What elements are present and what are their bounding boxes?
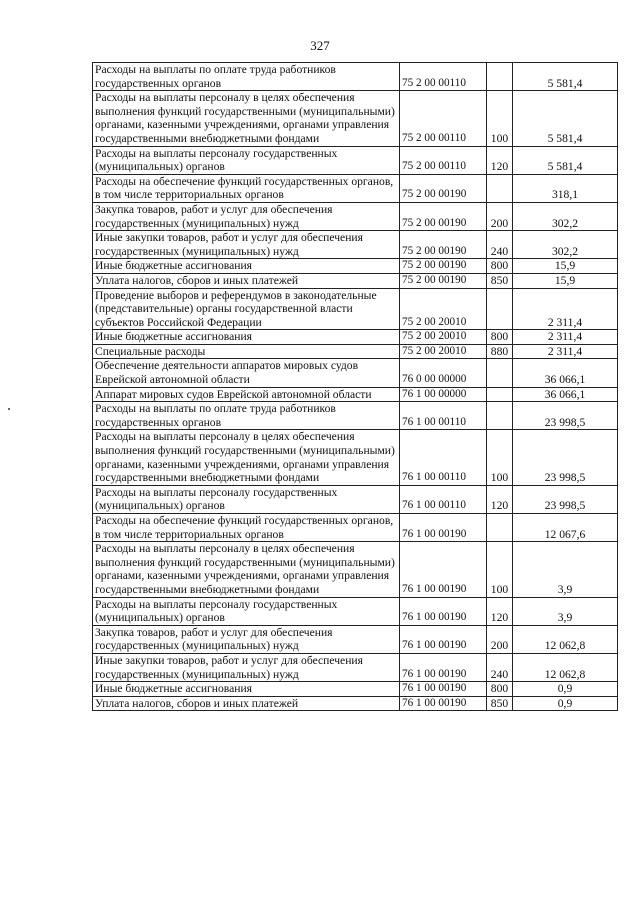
expense-name-cell: Закупка товаров, работ и услуг для обеспечения государственных (муниципальных) нужд [93, 202, 400, 230]
expense-type-cell: 120 [487, 146, 513, 174]
expense-name-cell: Иные бюджетные ассигнования [93, 259, 400, 274]
target-code-cell: 76 1 00 00190 [400, 542, 487, 597]
expense-name-cell: Иные бюджетные ассигнования [93, 330, 400, 345]
table-row [93, 146, 618, 174]
expense-type-cell: 240 [487, 231, 513, 259]
target-code-cell: 75 2 00 20010 [400, 288, 487, 330]
table-row [93, 597, 618, 625]
expense-name-cell: Расходы на выплаты персоналу в целях обеспечения выполнения функций государственными (муниципальными) органами, казенными учреждениями, органами управления государственными внебюджетными фондами [93, 91, 400, 146]
expense-name-cell: Иные бюджетные ассигнования [93, 682, 400, 697]
target-code-cell: 75 2 00 00190 [400, 231, 487, 259]
table-row [93, 430, 618, 485]
amount-cell: 5 581,4 [513, 63, 618, 91]
target-code-cell: 76 1 00 00190 [400, 696, 487, 711]
table-row [93, 273, 618, 288]
target-code-cell: 76 1 00 00110 [400, 430, 487, 485]
amount-cell: 3,9 [513, 542, 618, 597]
expense-type-cell: 850 [487, 696, 513, 711]
budget-table [92, 62, 618, 711]
budget-table-body [93, 63, 618, 711]
table-row [93, 542, 618, 597]
target-code-cell: 75 2 00 00190 [400, 202, 487, 230]
target-code-cell: 75 2 00 00110 [400, 91, 487, 146]
expense-type-cell: 100 [487, 542, 513, 597]
table-row [93, 259, 618, 274]
expense-type-cell: 120 [487, 597, 513, 625]
expense-type-cell [487, 387, 513, 402]
expense-type-cell [487, 63, 513, 91]
amount-cell: 2 311,4 [513, 288, 618, 330]
table-row [93, 514, 618, 542]
expense-name-cell: Специальные расходы [93, 344, 400, 359]
table-row [93, 387, 618, 402]
table-row [93, 485, 618, 513]
amount-cell: 12 062,8 [513, 653, 618, 681]
amount-cell: 5 581,4 [513, 91, 618, 146]
target-code-cell: 75 2 00 00190 [400, 273, 487, 288]
expense-name-cell: Уплата налогов, сборов и иных платежей [93, 696, 400, 711]
expense-name-cell: Уплата налогов, сборов и иных платежей [93, 273, 400, 288]
amount-cell: 36 066,1 [513, 387, 618, 402]
expense-name-cell: Расходы на выплаты персоналу в целях обеспечения выполнения функций государственными (муниципальными) органами, казенными учреждениями, органами управления государственными внебюджетными фондами [93, 430, 400, 485]
expense-name-cell: Расходы на выплаты персоналу государственных (муниципальных) органов [93, 597, 400, 625]
expense-name-cell: Иные закупки товаров, работ и услуг для обеспечения государственных (муниципальных) нужд [93, 231, 400, 259]
expense-type-cell: 100 [487, 430, 513, 485]
expense-type-cell: 800 [487, 330, 513, 345]
expense-name-cell: Расходы на выплаты персоналу государственных (муниципальных) органов [93, 485, 400, 513]
amount-cell: 3,9 [513, 597, 618, 625]
expense-type-cell: 100 [487, 91, 513, 146]
expense-name-cell: Аппарат мировых судов Еврейской автономной области [93, 387, 400, 402]
amount-cell: 12 067,6 [513, 514, 618, 542]
target-code-cell: 75 2 00 00110 [400, 146, 487, 174]
target-code-cell: 76 1 00 00190 [400, 625, 487, 653]
amount-cell: 5 581,4 [513, 146, 618, 174]
target-code-cell: 75 2 00 20010 [400, 344, 487, 359]
expense-name-cell: Закупка товаров, работ и услуг для обеспечения государственных (муниципальных) нужд [93, 625, 400, 653]
amount-cell: 23 998,5 [513, 430, 618, 485]
amount-cell: 15,9 [513, 273, 618, 288]
table-row [93, 696, 618, 711]
table-row [93, 202, 618, 230]
expense-type-cell [487, 288, 513, 330]
expense-type-cell [487, 402, 513, 430]
expense-type-cell: 240 [487, 653, 513, 681]
expense-type-cell: 800 [487, 259, 513, 274]
amount-cell: 318,1 [513, 174, 618, 202]
amount-cell: 2 311,4 [513, 330, 618, 345]
expense-name-cell: Расходы на выплаты по оплате труда работников государственных органов [93, 402, 400, 430]
amount-cell: 23 998,5 [513, 402, 618, 430]
expense-type-cell: 120 [487, 485, 513, 513]
amount-cell: 23 998,5 [513, 485, 618, 513]
expense-name-cell: Расходы на обеспечение функций государственных органов, в том числе территориальных органов [93, 174, 400, 202]
target-code-cell: 76 1 00 00110 [400, 402, 487, 430]
amount-cell: 302,2 [513, 231, 618, 259]
amount-cell: 12 062,8 [513, 625, 618, 653]
target-code-cell: 75 2 00 00190 [400, 259, 487, 274]
table-row [93, 288, 618, 330]
expense-type-cell: 200 [487, 202, 513, 230]
table-row [93, 359, 618, 387]
page-number: 327 [310, 38, 330, 53]
expense-type-cell [487, 174, 513, 202]
target-code-cell: 76 1 00 00000 [400, 387, 487, 402]
expense-type-cell [487, 514, 513, 542]
expense-type-cell: 800 [487, 682, 513, 697]
amount-cell: 0,9 [513, 696, 618, 711]
table-row [93, 344, 618, 359]
table-row [93, 625, 618, 653]
scan-speck [8, 408, 10, 410]
table-row [93, 330, 618, 345]
expense-name-cell: Расходы на выплаты персоналу государственных (муниципальных) органов [93, 146, 400, 174]
expense-name-cell: Обеспечение деятельности аппаратов мировых судов Еврейской автономной области [93, 359, 400, 387]
table-row [93, 653, 618, 681]
amount-cell: 302,2 [513, 202, 618, 230]
amount-cell: 15,9 [513, 259, 618, 274]
target-code-cell: 76 0 00 00000 [400, 359, 487, 387]
table-row [93, 682, 618, 697]
target-code-cell: 75 2 00 00190 [400, 174, 487, 202]
expense-name-cell: Проведение выборов и референдумов в законодательные (представительные) органы государственной власти субъектов Российской Федерации [93, 288, 400, 330]
amount-cell: 0,9 [513, 682, 618, 697]
table-row [93, 231, 618, 259]
target-code-cell: 76 1 00 00190 [400, 653, 487, 681]
target-code-cell: 76 1 00 00110 [400, 485, 487, 513]
expense-type-cell: 850 [487, 273, 513, 288]
table-row [93, 402, 618, 430]
expense-type-cell [487, 359, 513, 387]
target-code-cell: 75 2 00 00110 [400, 63, 487, 91]
table-row [93, 174, 618, 202]
target-code-cell: 76 1 00 00190 [400, 597, 487, 625]
amount-cell: 2 311,4 [513, 344, 618, 359]
expense-name-cell: Иные закупки товаров, работ и услуг для обеспечения государственных (муниципальных) нужд [93, 653, 400, 681]
expense-name-cell: Расходы на выплаты по оплате труда работников государственных органов [93, 63, 400, 91]
expense-type-cell: 200 [487, 625, 513, 653]
table-row [93, 63, 618, 91]
table-row [93, 91, 618, 146]
expense-name-cell: Расходы на обеспечение функций государственных органов, в том числе территориальных органов [93, 514, 400, 542]
target-code-cell: 75 2 00 20010 [400, 330, 487, 345]
expense-type-cell: 880 [487, 344, 513, 359]
amount-cell: 36 066,1 [513, 359, 618, 387]
target-code-cell: 76 1 00 00190 [400, 682, 487, 697]
expense-name-cell: Расходы на выплаты персоналу в целях обеспечения выполнения функций государственными (муниципальными) органами, казенными учреждениями, органами управления государственными внебюджетными фондами [93, 542, 400, 597]
target-code-cell: 76 1 00 00190 [400, 514, 487, 542]
